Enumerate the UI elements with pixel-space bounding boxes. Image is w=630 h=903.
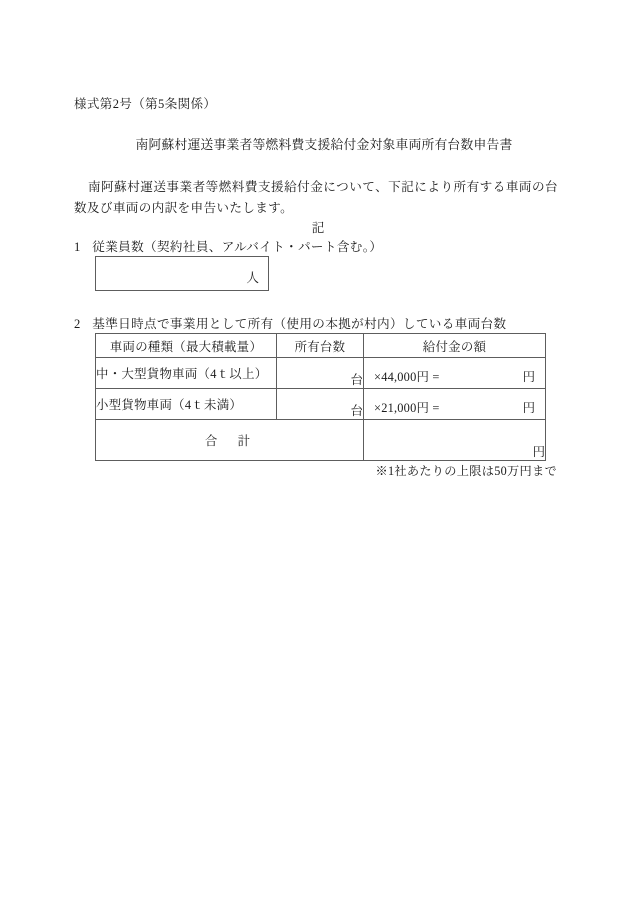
benefit-unit-large: 円: [522, 370, 535, 384]
total-amount-cell[interactable]: [364, 420, 546, 461]
benefit-amount-cell-small[interactable]: [364, 389, 546, 420]
vehicle-type-small: 小型貨物車両（4ｔ未満）: [96, 389, 277, 420]
intro-line-1: 南阿蘇村運送事業者等燃料費支援給付金について、下記により所有する車両の台数及び: [74, 180, 558, 215]
table-row: [96, 358, 546, 389]
footnote-cap-limit: ※1社あたりの上限は50万円まで: [375, 464, 557, 478]
column-header-benefit-amount: 給付金の額: [364, 334, 546, 358]
section-1-number: 1: [74, 240, 81, 254]
form-number: 様式第2号（第5条関係）: [74, 97, 217, 111]
column-header-owned-count: 所有台数: [277, 334, 364, 358]
benefit-formula-large: ×44,000円 =: [374, 370, 440, 384]
table-header-row: [96, 334, 546, 358]
intro-paragraph: [74, 177, 558, 219]
owned-count-cell-large[interactable]: [277, 358, 364, 389]
vehicle-table: [95, 333, 546, 461]
table-total-row: [96, 420, 546, 461]
ki-marker: 記: [311, 221, 325, 235]
column-header-vehicle-type: 車両の種類（最大積載量）: [96, 334, 277, 358]
benefit-formula-small: ×21,000円 =: [374, 401, 440, 415]
total-amount-unit: 円: [532, 445, 545, 459]
section-2-label: 基準日時点で事業用として所有（使用の本拠が村内）している車両台数: [92, 317, 507, 331]
table-row: [96, 389, 546, 420]
benefit-amount-cell-large[interactable]: [364, 358, 546, 389]
total-label: 合 計: [96, 420, 364, 461]
vehicle-type-large: 中・大型貨物車両（4ｔ以上）: [96, 358, 277, 389]
employee-count-unit: 人: [246, 271, 259, 285]
benefit-unit-small: 円: [522, 401, 535, 415]
section-2-number: 2: [74, 317, 81, 331]
intro-line-2: 車両の内訳を申告いたします。: [112, 201, 294, 215]
owned-count-unit-large: 台: [350, 373, 363, 387]
employee-count-box[interactable]: [95, 256, 269, 291]
section-2-heading: [74, 313, 506, 332]
section-1-label: 従業員数（契約社員、アルバイト・パート含む。）: [92, 240, 383, 254]
owned-count-cell-small[interactable]: [277, 389, 364, 420]
section-1-heading: [74, 236, 382, 255]
page-title: 南阿蘇村運送事業者等燃料費支援給付金対象車両所有台数申告書: [135, 138, 513, 152]
owned-count-unit-small: 台: [350, 404, 363, 418]
